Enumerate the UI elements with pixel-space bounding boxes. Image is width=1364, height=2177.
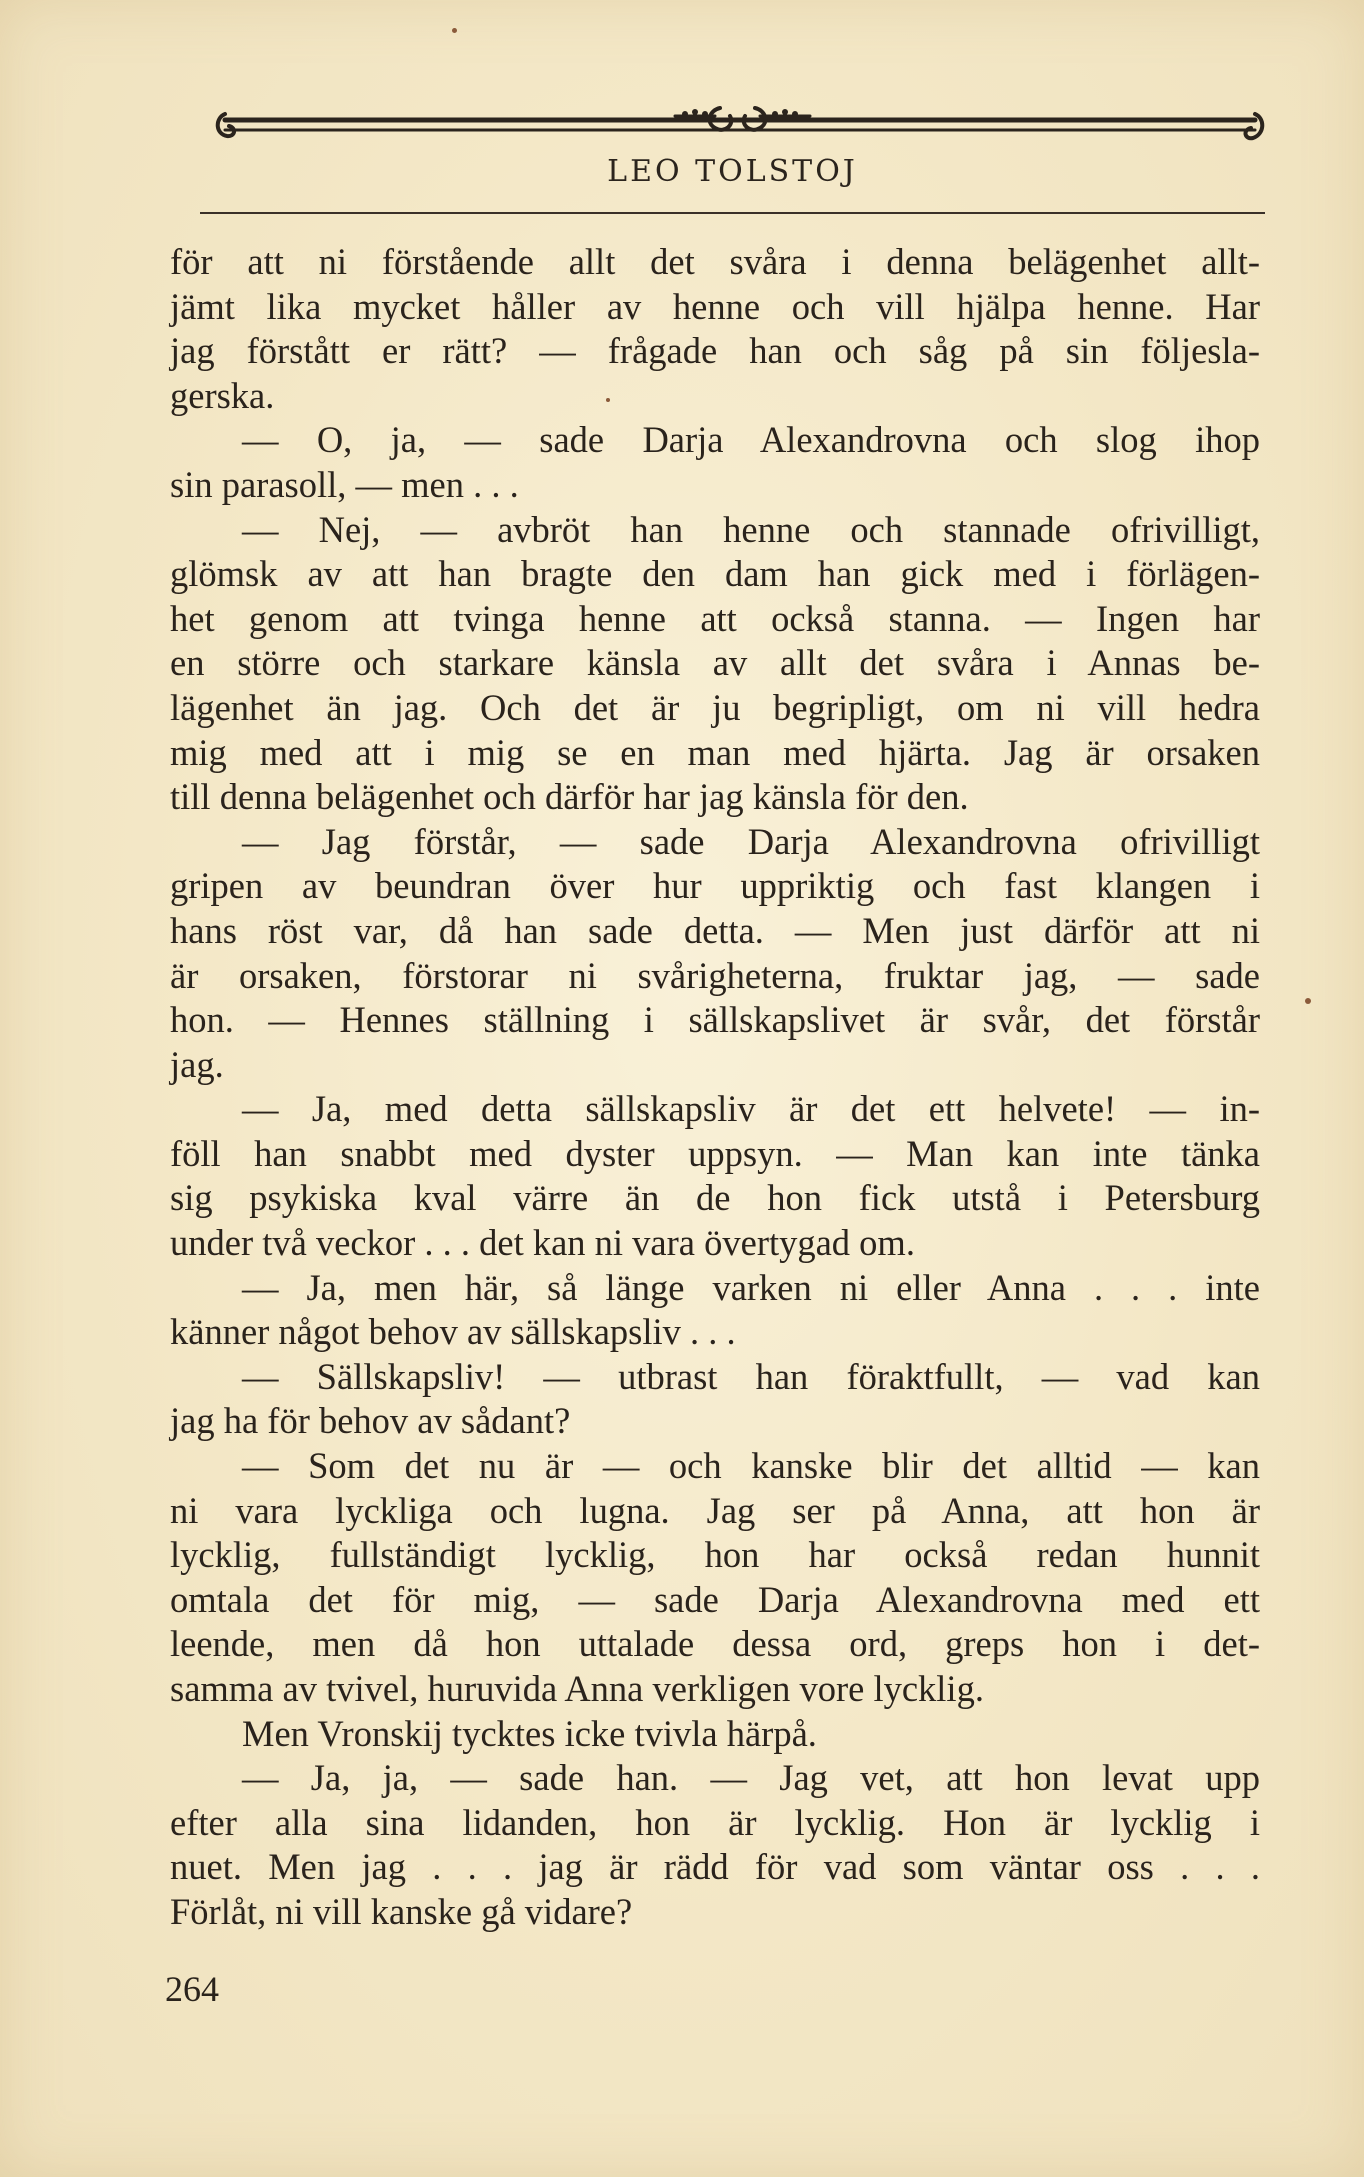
text-line: omtala det för mig, — sade Darja Alexandrovna med ett bbox=[170, 1578, 1260, 1620]
running-head: LEO TOLSTOJ bbox=[607, 154, 858, 189]
text-line: — Ja, men här, så länge varken ni eller Anna . . . inte bbox=[242, 1266, 1260, 1308]
text-line: het genom att tvinga henne att också stanna. — Ingen har bbox=[170, 597, 1260, 639]
text-line: sin parasoll, — men . . . bbox=[170, 463, 519, 505]
paper-speck bbox=[452, 28, 457, 33]
text-line: nuet. Men jag . . . jag är rädd för vad som väntar oss . . . bbox=[170, 1846, 1260, 1888]
text-line: samma av tvivel, huruvida Anna verkligen vore lycklig. bbox=[170, 1668, 984, 1709]
text-line: jämt lika mycket håller av henne och vill hjälpa henne. Har bbox=[170, 285, 1260, 327]
text-line: mig med att i mig se en man med hjärta. Jag är orsaken bbox=[170, 731, 1260, 773]
text-line: gripen av beundran över hur uppriktig och fast klangen i bbox=[170, 865, 1260, 907]
text-line: är orsaken, förstorar ni svårigheterna, fruktar jag, — sade bbox=[170, 954, 1260, 996]
text-line: — O, ja, — sade Darja Alexandrovna och slog ihop bbox=[242, 419, 1260, 461]
text-line: föll han snabbt med dyster uppsyn. — Man kan inte tänka bbox=[170, 1132, 1260, 1174]
text-line: efter alla sina lidanden, hon är lycklig. Hon är lycklig i bbox=[170, 1801, 1260, 1843]
text-line: jag ha för behov av sådant? bbox=[170, 1400, 571, 1442]
text-line: Förlåt, ni vill kanske gå vidare? bbox=[170, 1890, 633, 1932]
paper-speck bbox=[606, 398, 610, 402]
text-line: — Jag förstår, — sade Darja Alexandrovna ofrivilligt bbox=[242, 820, 1260, 862]
text-line: glömsk av att han bragte den dam han gick med i förlägen- bbox=[170, 553, 1260, 595]
text-line: till denna belägenhet och därför har jag känsla för den. bbox=[170, 776, 969, 818]
text-line: hans röst var, då han sade detta. — Men just därför att ni bbox=[170, 909, 1260, 951]
text-line: lägenhet än jag. Och det är ju begripligt, om ni vill hedra bbox=[170, 686, 1260, 728]
text-line: ni vara lyckliga och lugna. Jag ser på Anna, att hon är bbox=[170, 1489, 1260, 1531]
page-header bbox=[200, 150, 1265, 214]
text-line: — Ja, med detta sällskapsliv är det ett helvete! — in- bbox=[242, 1088, 1260, 1130]
text-line: — Nej, — avbröt han henne och stannade ofrivilligt, bbox=[242, 508, 1260, 550]
text-line: under två veckor . . . det kan ni vara övertygad om. bbox=[170, 1222, 915, 1264]
text-line: gerska. bbox=[170, 374, 275, 416]
text-line: — Ja, ja, — sade han. — Jag vet, att hon levat upp bbox=[242, 1757, 1260, 1799]
paper-speck bbox=[1305, 998, 1311, 1004]
text-line: — Som det nu är — och kanske blir det alltid — kan bbox=[242, 1445, 1260, 1487]
text-line: känner något behov av sällskapsliv . . . bbox=[170, 1311, 736, 1353]
text-line: jag förstått er rätt? — frågade han och såg på sin följesla- bbox=[170, 330, 1260, 372]
text-line: jag. bbox=[170, 1043, 224, 1085]
text-line: lycklig, fullständigt lycklig, hon har också redan hunnit bbox=[170, 1534, 1260, 1576]
text-line: en större och starkare känsla av allt det svåra i Annas be- bbox=[170, 642, 1260, 684]
text-line: för att ni förstående allt det svåra i denna belägenhet allt- bbox=[170, 241, 1260, 282]
body-text bbox=[170, 240, 1260, 1935]
text-line: hon. — Hennes ställning i sällskapslivet är svår, det förstår bbox=[170, 999, 1260, 1041]
page-number: 264 bbox=[165, 1969, 219, 2009]
text-line: leende, men då hon uttalade dessa ord, greps hon i det- bbox=[170, 1623, 1260, 1665]
text-line: — Sällskapsliv! — utbrast han föraktfullt, — vad kan bbox=[242, 1355, 1260, 1397]
text-line: sig psykiska kval värre än de hon fick utstå i Petersburg bbox=[170, 1177, 1260, 1219]
text-line: Men Vronskij tycktes icke tvivla härpå. bbox=[242, 1712, 817, 1754]
